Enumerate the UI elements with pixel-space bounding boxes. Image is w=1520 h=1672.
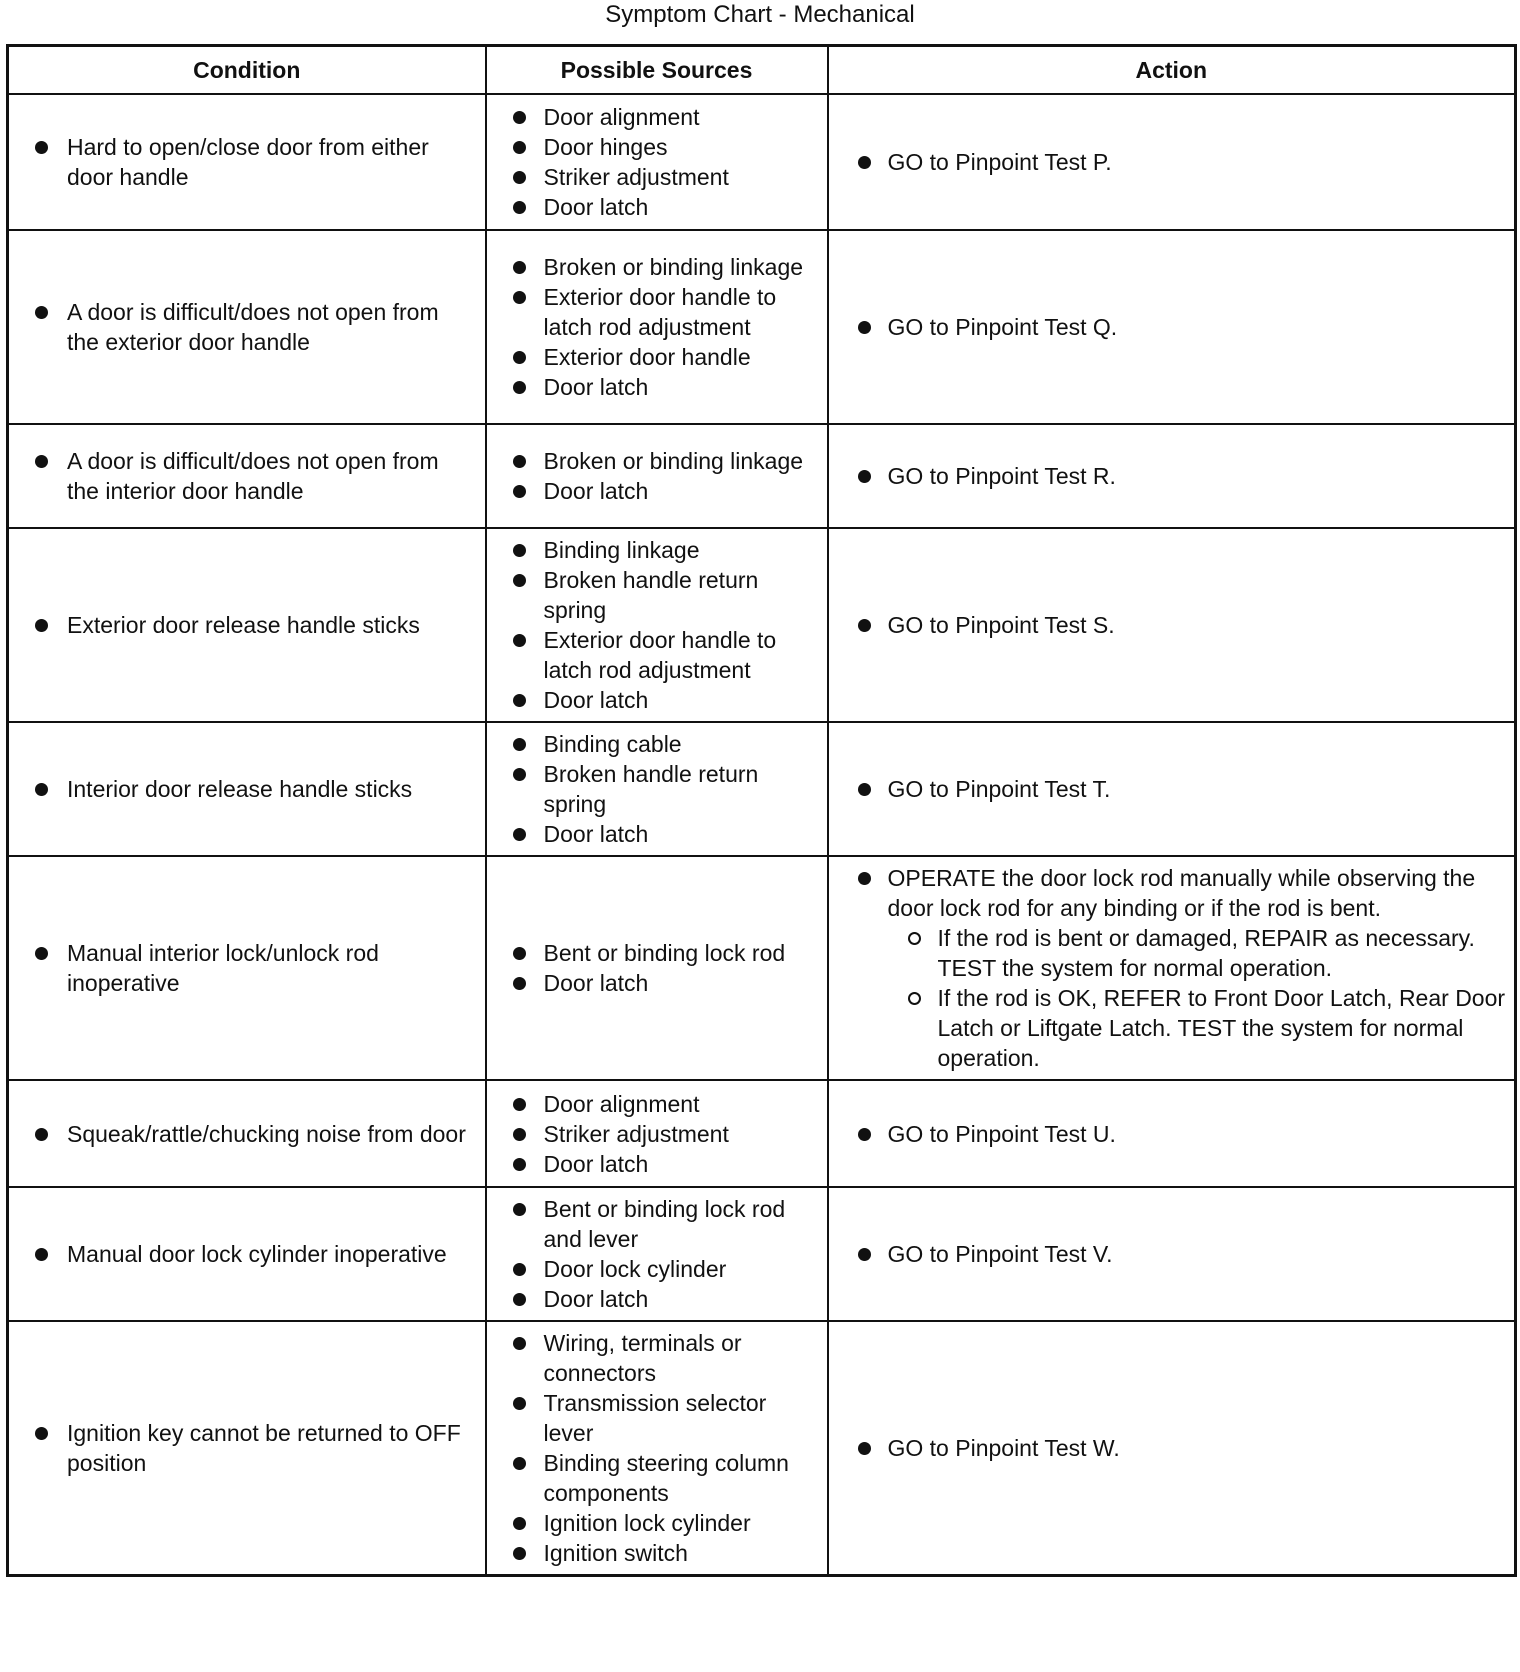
- action-subitem: [888, 923, 1507, 983]
- action-subitem-text: If the rod is bent or damaged, REPAIR as necessary. TEST the system for normal operation.: [937, 925, 1475, 981]
- source-item-text: Bent or binding lock rod: [543, 940, 786, 966]
- table-row: [8, 1187, 1516, 1321]
- source-item: [495, 535, 819, 565]
- condition-item-text: Squeak/rattle/chucking noise from door: [67, 1120, 466, 1147]
- source-item: [495, 1194, 819, 1254]
- bullet-icon: [858, 470, 871, 483]
- source-item: [495, 252, 819, 282]
- bullet-icon: [513, 201, 526, 214]
- action-list: [837, 863, 1507, 1073]
- bullet-icon: [513, 1293, 526, 1306]
- bullet-icon: [513, 1517, 526, 1530]
- action-list: [837, 610, 1507, 640]
- bullet-icon: [35, 1427, 48, 1440]
- source-item: [495, 446, 819, 476]
- source-item-text: Binding linkage: [543, 537, 700, 563]
- condition-list: [17, 1119, 477, 1149]
- table-row: [8, 94, 1516, 230]
- condition-item: [17, 774, 477, 804]
- condition-cell: [8, 722, 486, 856]
- condition-item: [17, 938, 477, 998]
- condition-item-text: Hard to open/close door from either door handle: [67, 134, 429, 190]
- source-item: [495, 1284, 819, 1314]
- sources-cell: [486, 230, 828, 424]
- source-item-text: Broken or binding linkage: [543, 448, 804, 474]
- source-item: [495, 282, 819, 342]
- bullet-icon: [513, 291, 526, 304]
- action-list: [837, 1239, 1507, 1269]
- symptom-table: [6, 44, 1517, 1577]
- sources-cell: [486, 1321, 828, 1576]
- source-item: [495, 1119, 819, 1149]
- action-item: [837, 863, 1507, 1073]
- source-item-text: Ignition lock cylinder: [543, 1510, 751, 1536]
- table-row: [8, 1080, 1516, 1187]
- source-item-text: Broken handle return spring: [543, 567, 759, 623]
- condition-list: [17, 610, 477, 640]
- source-item: [495, 192, 819, 222]
- header-row: [8, 46, 1516, 95]
- bullet-icon: [513, 1263, 526, 1276]
- source-item-text: Door latch: [543, 687, 649, 713]
- bullet-icon: [513, 977, 526, 990]
- source-item-text: Door alignment: [543, 1090, 700, 1117]
- bullet-icon: [513, 1158, 526, 1171]
- condition-cell: [8, 230, 486, 424]
- condition-item: [17, 1418, 477, 1478]
- action-list: [837, 1433, 1507, 1463]
- bullet-icon: [513, 1337, 526, 1350]
- bullet-icon: [513, 141, 526, 154]
- action-cell: [828, 424, 1516, 528]
- source-item-text: Broken handle return spring: [543, 761, 759, 817]
- condition-item-text: A door is difficult/does not open from the exterior door handle: [67, 299, 439, 355]
- chart-title: Symptom Chart - Mechanical: [605, 1, 915, 28]
- source-item-text: Door latch: [543, 1150, 649, 1177]
- source-item-text: Bent or binding lock rod and lever: [543, 1196, 786, 1252]
- condition-list: [17, 1418, 477, 1478]
- action-item: [837, 1239, 1507, 1269]
- action-item-text: GO to Pinpoint Test S.: [887, 612, 1115, 638]
- table-row: [8, 722, 1516, 856]
- condition-cell: [8, 1080, 486, 1187]
- action-item: [837, 774, 1507, 804]
- condition-list: [17, 297, 477, 357]
- open-circle-icon: [908, 992, 921, 1005]
- sources-list: [495, 1089, 819, 1179]
- action-list: [837, 147, 1507, 177]
- table-row: [8, 856, 1516, 1080]
- action-cell: [828, 1321, 1516, 1576]
- bullet-icon: [513, 381, 526, 394]
- bullet-icon: [513, 1457, 526, 1470]
- source-item-text: Door latch: [543, 970, 649, 996]
- source-item-text: Door lock cylinder: [543, 1256, 727, 1282]
- source-item-text: Exterior door handle: [543, 344, 751, 370]
- bullet-icon: [513, 634, 526, 647]
- bullet-icon: [35, 619, 48, 632]
- source-item-text: Broken or binding linkage: [543, 254, 804, 280]
- action-item: [837, 147, 1507, 177]
- sources-list: [495, 446, 819, 506]
- bullet-icon: [858, 156, 871, 169]
- bullet-icon: [35, 306, 48, 319]
- sources-cell: [486, 528, 828, 722]
- condition-cell: [8, 424, 486, 528]
- table-row: [8, 528, 1516, 722]
- source-item-text: Exterior door handle to latch rod adjustment: [543, 284, 777, 340]
- bullet-icon: [35, 783, 48, 796]
- condition-list: [17, 1239, 477, 1269]
- bullet-icon: [513, 738, 526, 751]
- condition-item: [17, 297, 477, 357]
- sources-cell: [486, 1187, 828, 1321]
- bullet-icon: [513, 351, 526, 364]
- condition-list: [17, 938, 477, 998]
- source-item: [495, 938, 819, 968]
- source-item-text: Transmission selector lever: [543, 1390, 767, 1446]
- bullet-icon: [513, 1128, 526, 1141]
- condition-cell: [8, 94, 486, 230]
- sources-cell: [486, 722, 828, 856]
- bullet-icon: [858, 1248, 871, 1261]
- source-item-text: Door latch: [543, 374, 649, 400]
- sources-list: [495, 1328, 819, 1568]
- bullet-icon: [513, 171, 526, 184]
- sources-cell: [486, 856, 828, 1080]
- bullet-icon: [513, 768, 526, 781]
- source-item-text: Door hinges: [543, 134, 668, 160]
- condition-cell: [8, 1187, 486, 1321]
- action-item: [837, 1433, 1507, 1463]
- header-possible-sources: Possible Sources: [486, 46, 828, 95]
- action-list: [837, 774, 1507, 804]
- bullet-icon: [858, 872, 871, 885]
- source-item: [495, 1508, 819, 1538]
- source-item: [495, 476, 819, 506]
- action-item-text: GO to Pinpoint Test T.: [887, 776, 1111, 802]
- source-item: [495, 685, 819, 715]
- bullet-icon: [513, 694, 526, 707]
- bullet-icon: [513, 261, 526, 274]
- action-item-text: OPERATE the door lock rod manually while observing the door lock rod for any binding or if the rod is bent.: [887, 865, 1476, 921]
- source-item-text: Striker adjustment: [543, 1120, 729, 1147]
- source-item-text: Exterior door handle to latch rod adjustment: [543, 627, 777, 683]
- sources-cell: [486, 1080, 828, 1187]
- sources-list: [495, 252, 819, 402]
- bullet-icon: [513, 485, 526, 498]
- bullet-icon: [35, 1248, 48, 1261]
- condition-cell: [8, 528, 486, 722]
- action-item-text: GO to Pinpoint Test W.: [887, 1435, 1120, 1461]
- source-item-text: Binding steering column components: [543, 1450, 789, 1506]
- bullet-icon: [513, 1547, 526, 1560]
- bullet-icon: [35, 947, 48, 960]
- action-item: [837, 312, 1507, 342]
- action-cell: [828, 528, 1516, 722]
- bullet-icon: [858, 1442, 871, 1455]
- source-item-text: Binding cable: [543, 731, 682, 757]
- source-item-text: Door latch: [543, 821, 649, 847]
- condition-list: [17, 132, 477, 192]
- action-subitem-text: If the rod is OK, REFER to Front Door Latch, Rear Door Latch or Liftgate Latch. TEST the system for normal operation.: [937, 985, 1506, 1071]
- bullet-icon: [858, 619, 871, 632]
- bullet-icon: [35, 141, 48, 154]
- action-list: [837, 312, 1507, 342]
- sources-cell: [486, 94, 828, 230]
- condition-item: [17, 132, 477, 192]
- source-item: [495, 625, 819, 685]
- action-sublist: [888, 923, 1507, 1073]
- source-item: [495, 132, 819, 162]
- source-item: [495, 1089, 819, 1119]
- action-item: [837, 461, 1507, 491]
- condition-cell: [8, 856, 486, 1080]
- open-circle-icon: [908, 932, 921, 945]
- source-item: [495, 1388, 819, 1448]
- condition-item-text: Exterior door release handle sticks: [67, 612, 420, 638]
- action-cell: [828, 722, 1516, 856]
- condition-item: [17, 1239, 477, 1269]
- action-cell: [828, 856, 1516, 1080]
- sources-list: [495, 938, 819, 998]
- source-item: [495, 1254, 819, 1284]
- source-item: [495, 819, 819, 849]
- source-item-text: Door latch: [543, 478, 649, 504]
- condition-item-text: Interior door release handle sticks: [67, 776, 413, 802]
- bullet-icon: [513, 947, 526, 960]
- condition-list: [17, 446, 477, 506]
- action-item-text: GO to Pinpoint Test R.: [887, 463, 1116, 489]
- action-cell: [828, 230, 1516, 424]
- source-item-text: Door alignment: [543, 104, 700, 130]
- bullet-icon: [513, 828, 526, 841]
- source-item: [495, 1538, 819, 1568]
- sources-cell: [486, 424, 828, 528]
- bullet-icon: [513, 574, 526, 587]
- condition-item-text: Manual interior lock/unlock rod inoperative: [67, 940, 379, 996]
- bullet-icon: [513, 1098, 526, 1111]
- action-item-text: GO to Pinpoint Test Q.: [887, 314, 1118, 340]
- action-list: [837, 461, 1507, 491]
- source-item-text: Door latch: [543, 1286, 649, 1312]
- sources-list: [495, 729, 819, 849]
- action-item-text: GO to Pinpoint Test P.: [887, 149, 1112, 175]
- sources-list: [495, 1194, 819, 1314]
- source-item: [495, 102, 819, 132]
- condition-cell: [8, 1321, 486, 1576]
- condition-item: [17, 446, 477, 506]
- source-item: [495, 759, 819, 819]
- action-subitem: [888, 983, 1507, 1073]
- bullet-icon: [513, 1397, 526, 1410]
- source-item: [495, 162, 819, 192]
- sources-list: [495, 535, 819, 715]
- bullet-icon: [858, 321, 871, 334]
- source-item: [495, 1149, 819, 1179]
- source-item-text: Door latch: [543, 194, 649, 220]
- bullet-icon: [35, 455, 48, 468]
- action-cell: [828, 94, 1516, 230]
- bullet-icon: [513, 544, 526, 557]
- condition-item-text: A door is difficult/does not open from the interior door handle: [67, 448, 439, 504]
- source-item: [495, 1328, 819, 1388]
- condition-item: [17, 610, 477, 640]
- condition-item-text: Ignition key cannot be returned to OFF position: [67, 1420, 461, 1476]
- source-item-text: Wiring, terminals or connectors: [543, 1330, 742, 1386]
- condition-list: [17, 774, 477, 804]
- action-list: [837, 1119, 1507, 1149]
- sources-list: [495, 102, 819, 222]
- action-cell: [828, 1187, 1516, 1321]
- condition-item: [17, 1119, 477, 1149]
- action-item-text: GO to Pinpoint Test U.: [887, 1120, 1116, 1147]
- table-row: [8, 1321, 1516, 1576]
- header-action: Action: [828, 46, 1516, 95]
- table-body: [8, 94, 1516, 1576]
- bullet-icon: [513, 1203, 526, 1216]
- source-item-text: Ignition switch: [543, 1540, 688, 1566]
- source-item: [495, 372, 819, 402]
- action-item: [837, 610, 1507, 640]
- action-cell: [828, 1080, 1516, 1187]
- header-condition: Condition: [8, 46, 486, 95]
- table-row: [8, 424, 1516, 528]
- condition-item-text: Manual door lock cylinder inoperative: [67, 1241, 447, 1267]
- source-item: [495, 342, 819, 372]
- source-item: [495, 729, 819, 759]
- source-item: [495, 1448, 819, 1508]
- source-item: [495, 968, 819, 998]
- bullet-icon: [35, 1128, 48, 1141]
- source-item: [495, 565, 819, 625]
- table-row: [8, 230, 1516, 424]
- bullet-icon: [858, 783, 871, 796]
- bullet-icon: [858, 1128, 871, 1141]
- bullet-icon: [513, 111, 526, 124]
- bullet-icon: [513, 455, 526, 468]
- action-item: [837, 1119, 1507, 1149]
- source-item-text: Striker adjustment: [543, 164, 729, 190]
- action-item-text: GO to Pinpoint Test V.: [887, 1241, 1113, 1267]
